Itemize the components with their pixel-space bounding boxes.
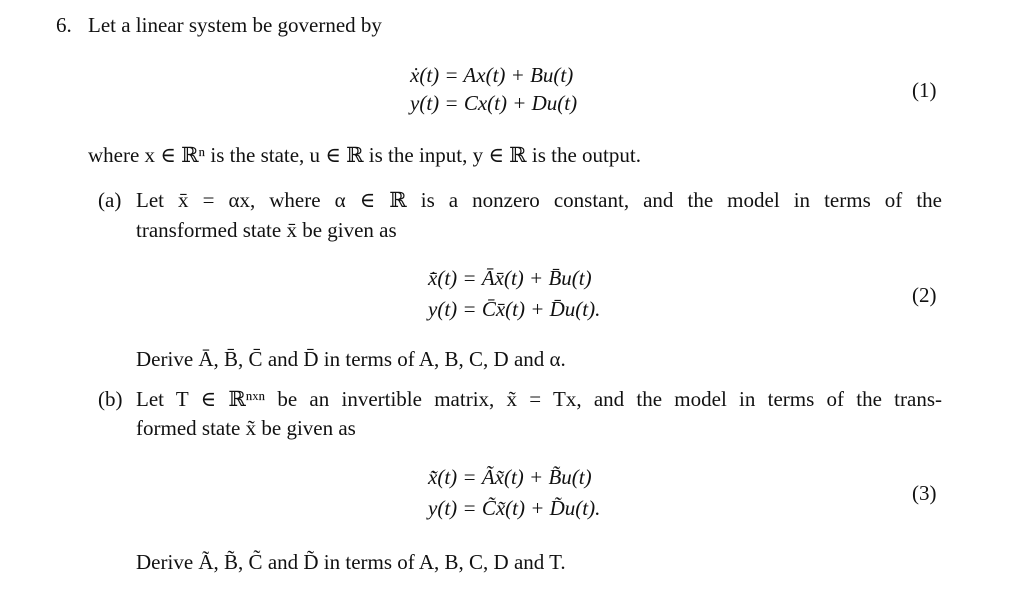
- equation-2-line-1: x̄̇(t) = Āx̄(t) + B̄u(t): [428, 266, 592, 290]
- part-a-text-line-1: Let x̄ = αx, where α ∈ ℝ is a nonzero constant, and the model in terms of the: [136, 188, 942, 212]
- part-b-derive: Derive Ã, B̃, C̃ and D̃ in terms of A, B, C, D and T.: [136, 550, 566, 574]
- equation-1-line-2: y(t) = Cx(t) + Du(t): [410, 91, 578, 115]
- equation-2-line-2: y(t) = C̄x̄(t) + D̄u(t).: [428, 297, 601, 321]
- part-b-label: (b): [98, 387, 123, 411]
- part-b-text-line-1: Let T ∈ ℝⁿˣⁿ be an invertible matrix, x̃ = Tx, and the model in terms of the trans-: [136, 387, 942, 411]
- problem-intro: Let a linear system be governed by: [88, 13, 382, 37]
- equation-2-number: (2): [912, 283, 937, 307]
- equation-3-line-2: y(t) = C̃x̃(t) + D̃u(t).: [428, 496, 601, 520]
- part-a-label: (a): [98, 188, 122, 212]
- equation-3-line-1: x̃̇(t) = Ãx̃(t) + B̃u(t): [428, 465, 592, 489]
- problem-number: 6.: [56, 13, 72, 37]
- equation-1-number: (1): [912, 78, 937, 102]
- part-b-text-line-2: formed state x̃ be given as: [136, 416, 356, 440]
- part-a-derive: Derive Ā, B̄, C̄ and D̄ in terms of A, B, C, D and α.: [136, 347, 566, 371]
- equation-3-number: (3): [912, 481, 937, 505]
- equation-1-line-1: ẋ(t) = Ax(t) + Bu(t): [410, 63, 574, 87]
- part-a-text-line-2: transformed state x̄ be given as: [136, 218, 397, 242]
- where-line: where x ∈ ℝⁿ is the state, u ∈ ℝ is the input, y ∈ ℝ is the output.: [88, 143, 641, 167]
